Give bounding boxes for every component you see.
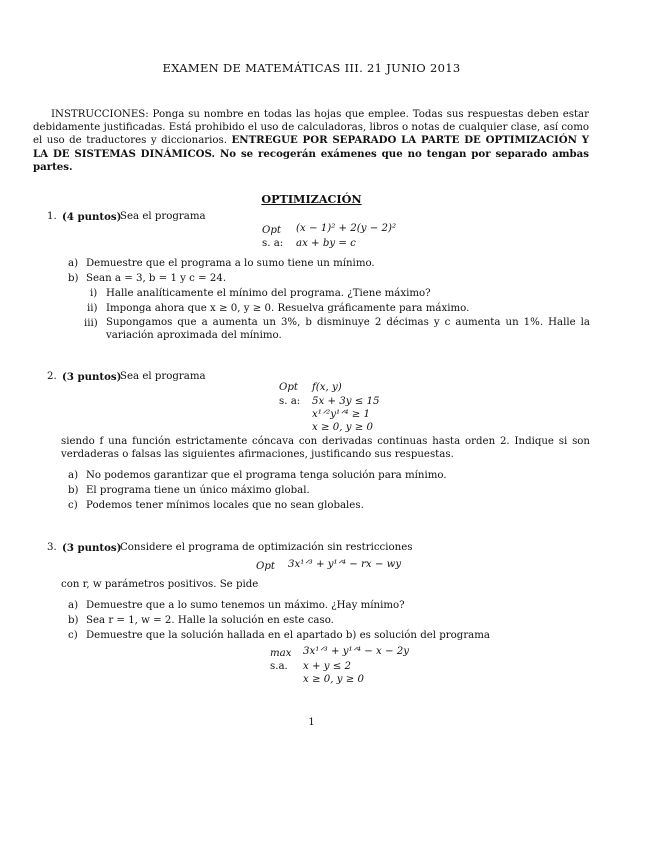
p1-program-objective: (x − 1)² + 2(y − 2)² (296, 223, 397, 234)
p2-c-label: c) (68, 500, 78, 511)
page-number: 1 (308, 717, 315, 728)
p1-b-text: Sean a = 3, b = 1 y c = 24. (86, 273, 227, 284)
p2-c-text: Podemos tener mínimos locales que no sean globales. (86, 500, 364, 511)
instructions-bold: ENTREGUE POR SEPARADO LA PARTE DE OPTIMIZACIÓN Y LA DE SISTEMAS DINÁMICOS. No se recogerán exámenes que no tengan por separado ambas partes. (33, 134, 589, 174)
p2-program-opt: Opt (279, 382, 298, 393)
p2-b-text: El programa tiene un único máximo global. (86, 485, 310, 496)
p3-program-objective: 3x¹ᐟ³ + y¹ᐟ⁴ − rx − wy (288, 559, 402, 570)
p2-constraint-1: 5x + 3y ≤ 15 (312, 396, 380, 407)
p2-b-label: b) (68, 485, 79, 496)
p1-a-text: Demuestre que el programa a lo sumo tiene un mínimo. (86, 258, 375, 269)
p1-bi-text: Halle analíticamente el mínimo del programa. ¿Tiene máximo? (106, 288, 431, 299)
p1-program-constraint: ax + by = c (296, 238, 356, 249)
p1-biii-label: iii) (84, 318, 98, 329)
problem-1-intro: Sea el programa (120, 211, 206, 222)
p3-b-text: Sea r = 1, w = 2. Halle la solución en este caso. (86, 615, 334, 626)
p3-c-text: Demuestre que la solución hallada en el apartado b) es solución del programa (86, 630, 490, 641)
p3-c-label: c) (68, 630, 78, 641)
p1-program-opt: Opt (262, 225, 281, 236)
p3-a-text: Demuestre que a lo sumo tenemos un máximo. ¿Hay mínimo? (86, 600, 405, 611)
p2-program-sa: s. a: (279, 396, 301, 407)
section-title: OPTIMIZACIÓN (261, 192, 362, 206)
p1-bi-label: i) (90, 288, 98, 299)
p1-bii-label: ii) (87, 303, 98, 314)
p1-b-label: b) (68, 273, 79, 284)
p1-a-label: a) (68, 258, 79, 269)
p3-program-opt: Opt (256, 561, 275, 572)
p3-a-label: a) (68, 600, 79, 611)
p3-program2-objective: 3x¹ᐟ³ + y¹ᐟ⁴ − x − 2y (303, 646, 409, 657)
problem-2-intro: Sea el programa (120, 371, 206, 382)
problem-3-points: (3 puntos) (62, 542, 122, 554)
p3-program2-constraint-2: x ≥ 0, y ≥ 0 (303, 674, 364, 685)
problem-2-number: 2. (47, 371, 57, 382)
p3-statement: con r, w parámetros positivos. Se pide (61, 579, 259, 590)
p1-program-sa: s. a: (262, 238, 284, 249)
p2-a-text: No podemos garantizar que el programa tenga solución para mínimo. (86, 470, 447, 481)
exam-title: EXAMEN DE MATEMÁTICAS III. 21 JUNIO 2013 (162, 61, 461, 75)
p2-constraint-3: x ≥ 0, y ≥ 0 (312, 422, 373, 433)
problem-1-number: 1. (47, 211, 57, 222)
p3-b-label: b) (68, 615, 79, 626)
p3-program2-constraint-1: x + y ≤ 2 (303, 661, 352, 672)
problem-1-points: (4 puntos) (62, 211, 122, 223)
p2-statement: siendo f una función estrictamente cóncava con derivadas continuas hasta orden 2. Indique si son verdaderas o falsas las siguientes afirmaciones, justificando sus respuestas. (61, 436, 590, 460)
problem-3-number: 3. (47, 542, 57, 553)
p2-program-objective: f(x, y) (312, 382, 342, 393)
p2-constraint-2: x¹ᐟ²y¹ᐟ⁴ ≥ 1 (312, 409, 370, 420)
p2-a-label: a) (68, 470, 79, 481)
p1-biii-text: Supongamos que a aumenta un 3%, b disminuye 2 décimas y c aumenta un 1%. Halle la variación aproximada del mínimo. (106, 317, 590, 341)
instructions-text: INSTRUCCIONES: Ponga su nombre en todas las hojas que emplee. Todas sus respuestas deben estar debidamente justificadas. Está prohibido el uso de calculadoras, libros o notas de cualquier clase, así como el uso de traductores y diccionarios. (33, 109, 589, 147)
p1-bii-text: Imponga ahora que x ≥ 0, y ≥ 0. Resuelva gráficamente para máximo. (106, 303, 470, 314)
problem-2-points: (3 puntos) (62, 371, 122, 383)
problem-3-intro: Considere el programa de optimización sin restricciones (120, 542, 413, 553)
p3-program2-sa: s.a. (270, 661, 288, 672)
instructions (33, 109, 589, 175)
p3-program2-max: max (270, 648, 292, 659)
